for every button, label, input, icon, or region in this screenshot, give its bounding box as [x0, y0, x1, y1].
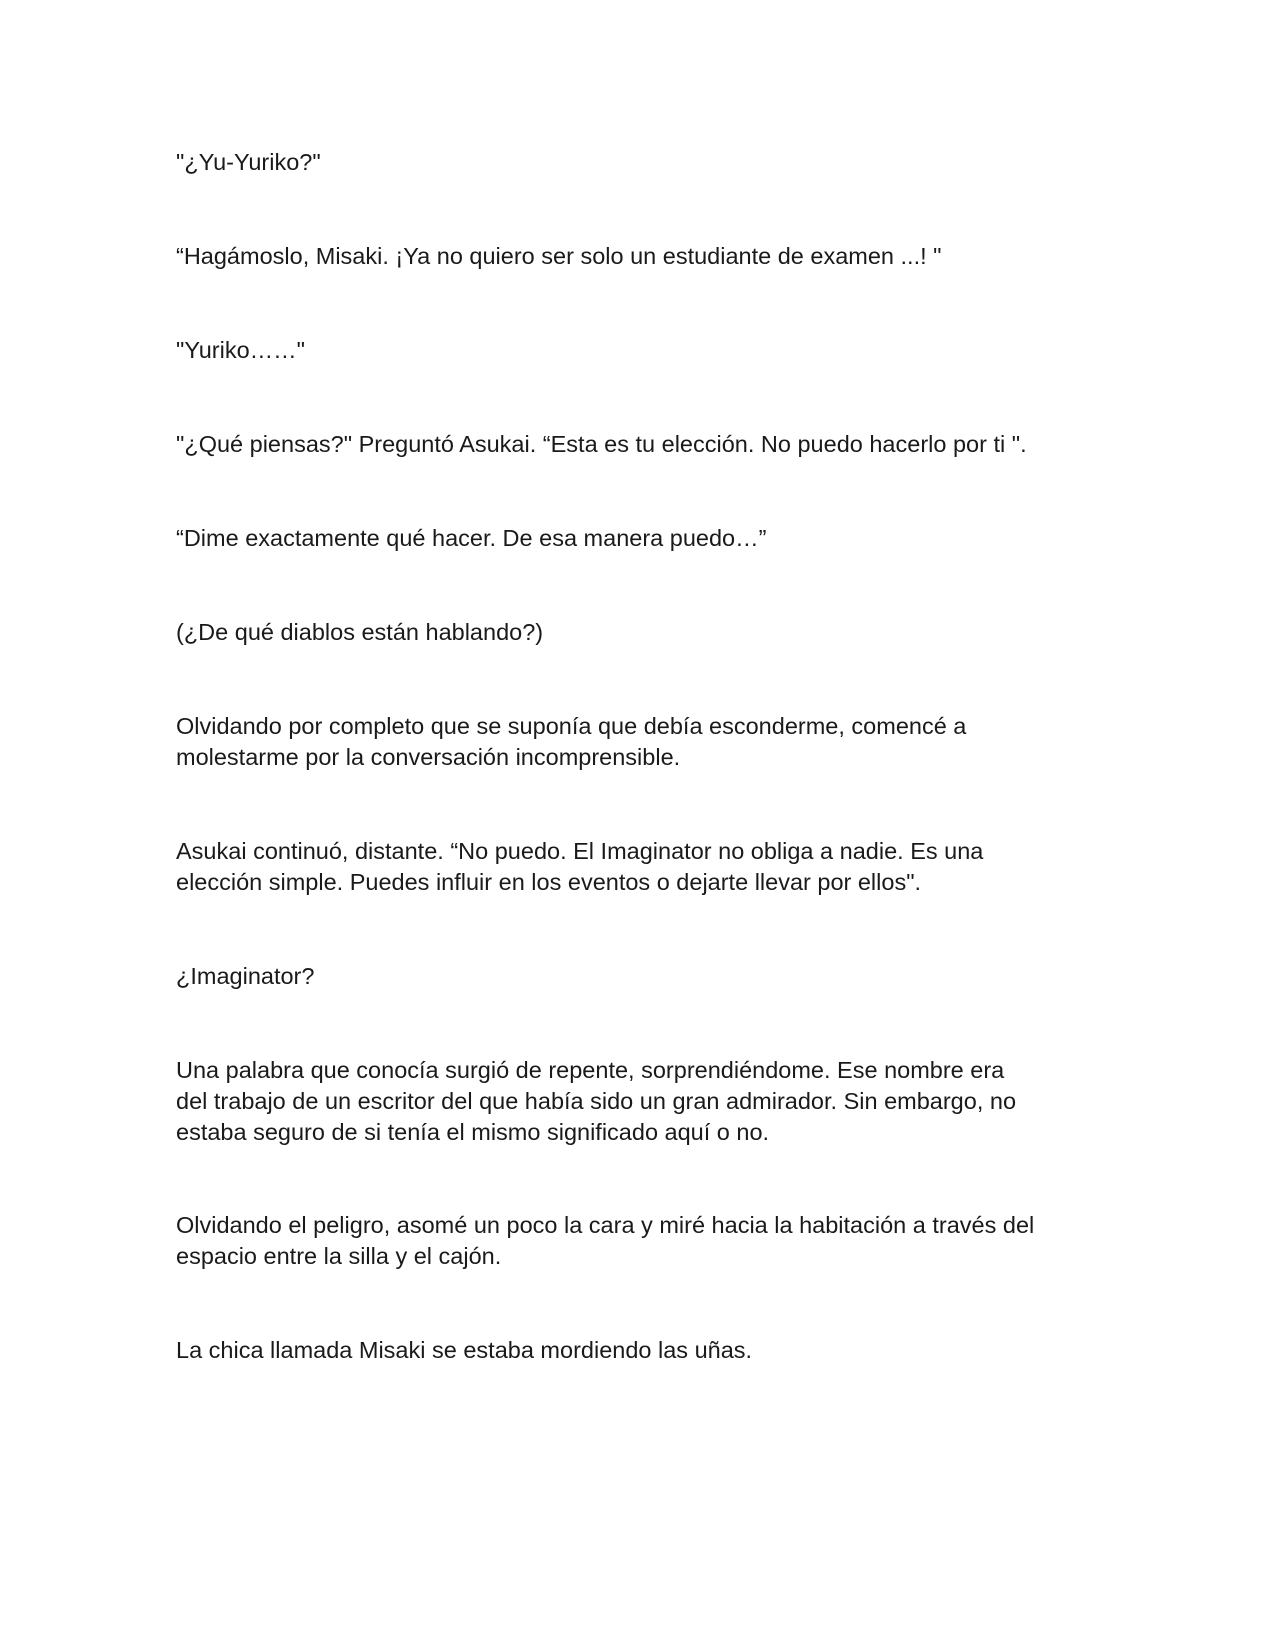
paragraph-12: La chica llamada Misaki se estaba mordiendo las uñas.: [176, 1337, 753, 1363]
paragraph-5: “Dime exactamente qué hacer. De esa manera puedo…”: [176, 525, 767, 551]
paragraph-2: “Hagámoslo, Misaki. ¡Ya no quiero ser solo un estudiante de examen ...! ": [176, 243, 942, 269]
paragraph-11: Olvidando el peligro, asomé un poco la cara y miré hacia la habitación a través del espacio entre la silla y el cajón.: [176, 1212, 1035, 1269]
paragraph-10: Una palabra que conocía surgió de repente, sorprendiéndome. Ese nombre era del trabajo de un escritor del que había sido un gran admirador. Sin embargo, no estaba seguro de si tenía el mismo significado aquí o no.: [176, 1057, 1017, 1145]
paragraph-9: ¿Imaginator?: [176, 963, 315, 989]
paragraph-4: "¿Qué piensas?" Preguntó Asukai. “Esta es tu elección. No puedo hacerlo por ti ".: [176, 431, 1027, 457]
paragraph-6: (¿De qué diablos están hablando?): [176, 619, 544, 645]
paragraph-1: "¿Yu-Yuriko?": [176, 149, 321, 175]
paragraph-3: "Yuriko……": [176, 337, 305, 363]
paragraph-7: Olvidando por completo que se suponía que debía esconderme, comencé a molestarme por la conversación incomprensible.: [176, 713, 967, 770]
paragraph-8: Asukai continuó, distante. “No puedo. El Imaginator no obliga a nadie. Es una elección simple. Puedes influir en los eventos o dejarte llevar por ellos".: [176, 838, 984, 895]
